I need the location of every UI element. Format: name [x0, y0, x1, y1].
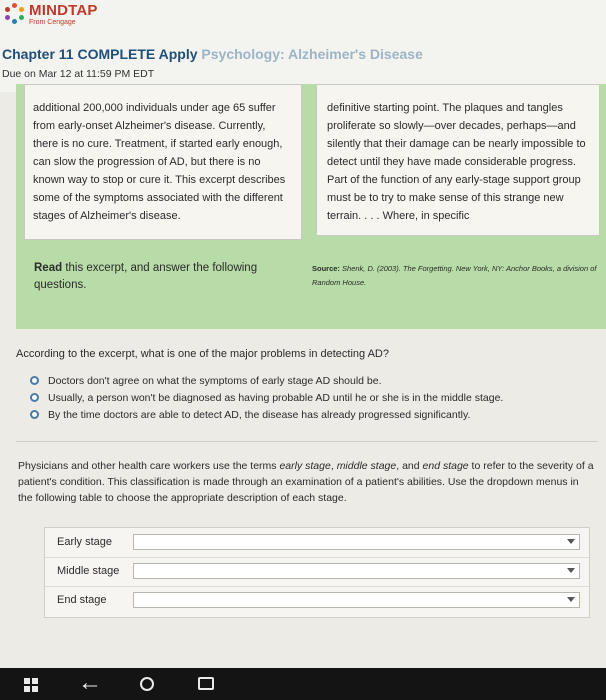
excerpt-left-box[interactable]: [24, 84, 302, 240]
divider: [16, 441, 598, 442]
term-early-stage: early stage: [279, 460, 331, 472]
q2-sep-2: , and: [396, 460, 423, 472]
stage-table: [44, 527, 590, 618]
radio-icon[interactable]: [30, 393, 39, 402]
radio-icon[interactable]: [30, 376, 39, 385]
source-text: Shenk, D. (2003). The Forgetting. New York, NY: Anchor Books, a division of Random House.: [312, 264, 597, 287]
chevron-down-icon[interactable]: [567, 597, 575, 602]
chevron-down-icon[interactable]: [567, 539, 575, 544]
q2-text-1: Physicians and other health care workers use the terms: [18, 460, 280, 472]
excerpt-panel: [16, 84, 606, 329]
end-stage-dropdown[interactable]: [133, 592, 580, 608]
term-end-stage: end stage: [422, 460, 469, 472]
question-1-options: [30, 372, 503, 423]
term-middle-stage: middle stage: [336, 460, 397, 472]
option-3-label: By the time doctors are able to detect AD, the disease has already progressed significantly.: [48, 408, 471, 421]
back-arrow-icon[interactable]: ←: [78, 669, 102, 696]
stage-row-end: [45, 587, 589, 615]
brand-name: MINDTAP: [29, 2, 98, 19]
read-bold: Read: [34, 262, 63, 274]
q2-sep-1: ,: [330, 460, 337, 472]
excerpt-right-box[interactable]: [316, 84, 600, 236]
early-stage-dropdown[interactable]: [133, 534, 580, 550]
due-date: Due on Mar 12 at 11:59 PM EDT: [2, 68, 155, 80]
read-instruction: [34, 260, 289, 294]
title-bold: Chapter 11 COMPLETE Apply: [2, 46, 198, 62]
option-1-label: Doctors don't agree on what the symptoms of early stage AD should be.: [48, 374, 382, 387]
excerpt-right-text: definitive starting point. The plaques and tangles proliferate so slowly—over decades, perhaps—and silently that their damage can be nearly impossible to detect until they have made considerable progress. Part of the function of any early-stage support group must be to try to make sense of this strange new terrain. . . . Where, in specific: [327, 102, 586, 222]
option-2[interactable]: [30, 389, 503, 406]
stage-label-end: End stage: [57, 594, 107, 606]
stage-row-middle: [45, 558, 589, 586]
windows-start-icon[interactable]: [24, 678, 38, 692]
option-1[interactable]: [30, 372, 503, 389]
option-2-label: Usually, a person won't be diagnosed as having probable AD until he or she is in the middle stage.: [48, 391, 504, 404]
stage-row-early: [45, 529, 589, 557]
q2-text-2: to refer to the severity of a patient's condition. This classification is made through an examination of a patient's abilities. Use the dropdown menus in the following table to choose the appropriate description of each stage.: [18, 460, 594, 504]
radio-icon[interactable]: [30, 410, 39, 419]
read-rest: this excerpt, and answer the following questions.: [34, 262, 258, 291]
option-3[interactable]: [30, 406, 503, 423]
taskbar: [0, 668, 606, 700]
task-view-icon[interactable]: [198, 677, 214, 690]
app-header: [0, 0, 606, 92]
question-2-prompt: [18, 458, 596, 506]
source-label: Source:: [312, 264, 340, 273]
stage-label-middle: Middle stage: [57, 565, 120, 577]
brand-sub: From Cengage: [29, 19, 76, 26]
question-1-prompt: According to the excerpt, what is one of the major problems in detecting AD?: [16, 348, 389, 360]
source-citation: [312, 262, 597, 290]
title-faded: Psychology: Alzheimer's Disease: [197, 46, 423, 62]
mindtap-logo[interactable]: [4, 3, 98, 26]
page-title: [2, 46, 423, 62]
excerpt-left-text: additional 200,000 individuals under age 65 suffer from early-onset Alzheimer's disease. Currently, there is no cure. Treatment, if started early enough, can slow the progression of AD, but there is no known way to stop or cure it. This excerpt describes some of the symptoms associated with the different stages of Alzheimer's disease.: [33, 102, 286, 222]
chevron-down-icon[interactable]: [567, 568, 575, 573]
middle-stage-dropdown[interactable]: [133, 563, 580, 579]
cengage-logo-icon: [4, 3, 26, 25]
stage-label-early: Early stage: [57, 536, 113, 548]
home-circle-icon[interactable]: [140, 677, 154, 691]
